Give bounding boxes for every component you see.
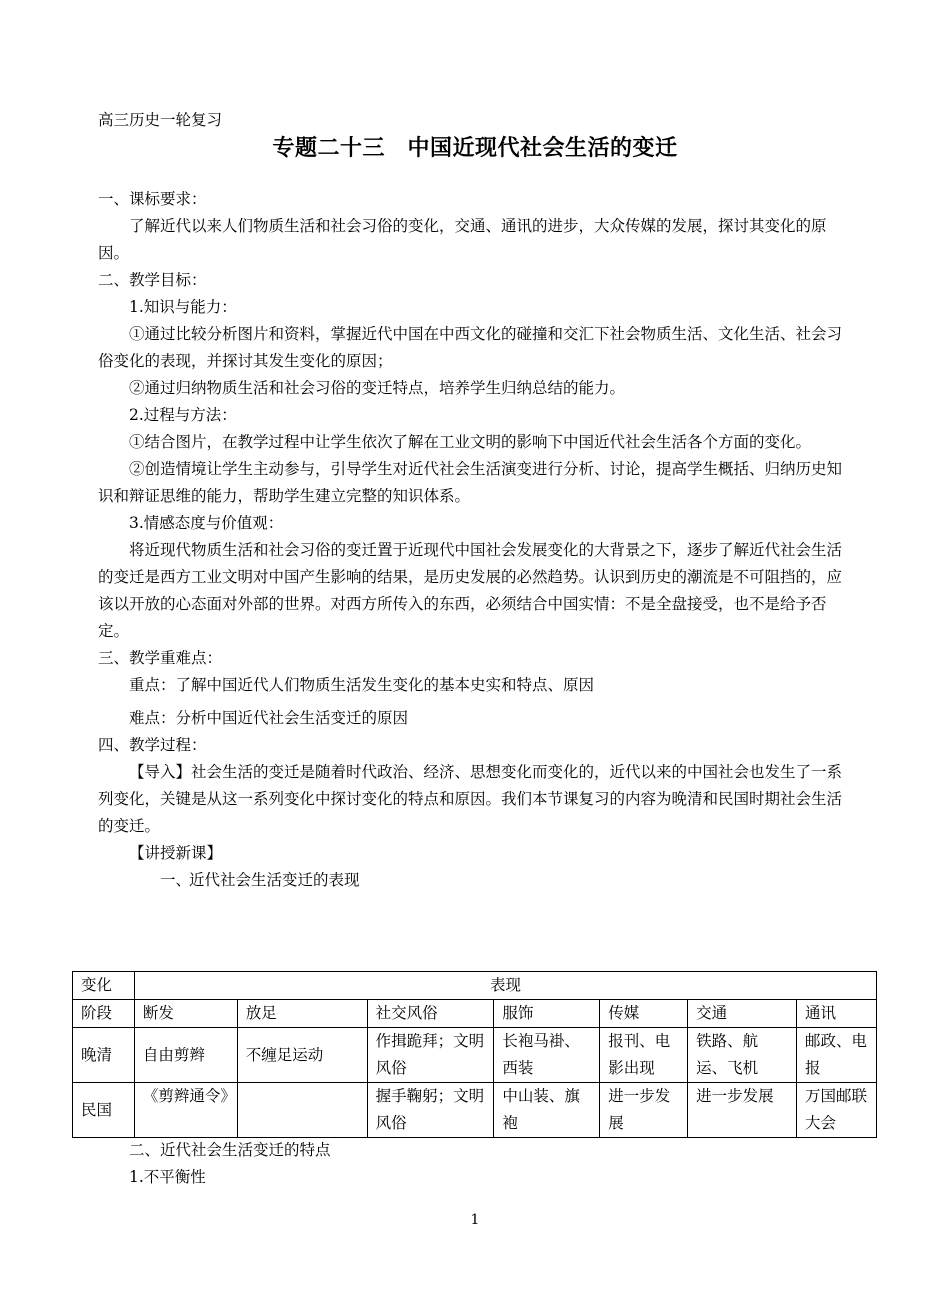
table-cell: 进一步发展 xyxy=(600,1083,688,1138)
table-header-show: 表现 xyxy=(134,972,876,1000)
document-body-continued xyxy=(98,1137,854,1191)
table-cell: 自由剪辫 xyxy=(134,1028,237,1083)
table-cell: 长袍马褂、西装 xyxy=(494,1028,600,1083)
table-cell: 握手鞠躬；文明风俗 xyxy=(367,1083,494,1138)
part-heading: 二、近代社会生活变迁的特点 xyxy=(129,1141,331,1159)
table-cell: 不缠足运动 xyxy=(237,1028,367,1083)
column-header: 通讯 xyxy=(797,1000,877,1028)
paragraph: ①结合图片，在教学过程中让学生依次了解在工业文明的影响下中国近代社会生活各个方面的变化。 xyxy=(129,433,812,451)
table-cell: 万国邮联大会 xyxy=(797,1083,877,1138)
paragraph: 【导入】社会生活的变迁是随着时代政治、经济、思想变化而变化的，近代以来的中国社会也发生了一系列变化，关键是从这一系列变化中探讨变化的特点和原因。我们本节课复习的内容为晚清和民国时期社会生活的变迁。 xyxy=(98,763,843,835)
column-header: 社交风俗 xyxy=(367,1000,494,1028)
document-body xyxy=(98,186,854,894)
section-heading-3: 三、教学重难点： xyxy=(98,649,223,667)
section-heading-4: 四、教学过程： xyxy=(98,736,207,754)
part-number: 一、 xyxy=(160,871,192,889)
table-row xyxy=(73,1083,877,1138)
row-stage: 晚清 xyxy=(73,1028,135,1083)
part-heading xyxy=(98,867,854,894)
changes-table xyxy=(72,971,877,1138)
course-subtitle: 高三历史一轮复习 xyxy=(98,111,223,129)
subheading: 3.情感态度与价值观： xyxy=(129,514,284,532)
column-header: 服饰 xyxy=(494,1000,600,1028)
table-cell: 中山装、旗袍 xyxy=(494,1083,600,1138)
paragraph: 将近现代物质生活和社会习俗的变迁置于近现代中国社会发展变化的大背景之下，逐步了解近代社会生活的变迁是西方工业文明对中国产生影响的结果，是历史发展的必然趋势。认识到历史的潮流是不可阻挡的，应该以开放的心态面对外部的世界。对西方所传入的东西，必须结合中国实情：不是全盘接受，也不是给予否定。 xyxy=(98,541,843,640)
table-cell: 作揖跪拜；文明风俗 xyxy=(367,1028,494,1083)
section-heading-1: 一、课标要求： xyxy=(98,190,207,208)
column-header: 传媒 xyxy=(600,1000,688,1028)
table-cell: 邮政、电报 xyxy=(797,1028,877,1083)
difficult-point: 难点：分析中国近代社会生活变迁的原因 xyxy=(129,709,409,727)
paragraph: ①通过比较分析图片和资料，掌握近代中国在中西文化的碰撞和交汇下社会物质生活、文化生活、社会习俗变化的表现，并探讨其发生变化的原因； xyxy=(98,325,843,370)
table-header-change: 变化 xyxy=(73,972,135,1000)
column-header: 断发 xyxy=(134,1000,237,1028)
column-header: 交通 xyxy=(688,1000,797,1028)
column-header: 放足 xyxy=(237,1000,367,1028)
subheading: 1.不平衡性 xyxy=(129,1168,206,1186)
subheading: 2.过程与方法： xyxy=(129,406,237,424)
part-title: 近代社会生活变迁的表现 xyxy=(189,871,360,889)
page-number: 1 xyxy=(470,1212,480,1228)
paragraph: ②创造情境让学生主动参与，引导学生对近代社会生活演变进行分析、讨论，提高学生概括、归纳历史知识和辩证思维的能力，帮助学生建立完整的知识体系。 xyxy=(98,460,843,505)
page-title: 专题二十三 中国近现代社会生活的变迁 xyxy=(272,136,678,161)
table-cell: 报刊、电影出现 xyxy=(600,1028,688,1083)
table-cell xyxy=(237,1083,367,1138)
table-header-stage: 阶段 xyxy=(73,1000,135,1028)
table-cell: 进一步发展 xyxy=(688,1083,797,1138)
row-stage: 民国 xyxy=(73,1083,135,1138)
key-point: 重点：了解中国近代人们物质生活发生变化的基本史实和特点、原因 xyxy=(129,676,595,694)
section-heading-2: 二、教学目标： xyxy=(98,271,207,289)
table-cell: 铁路、航运、飞机 xyxy=(688,1028,797,1083)
table-cell: 《剪辫通令》 xyxy=(134,1083,237,1138)
subheading: 【讲授新课】 xyxy=(129,844,223,862)
paragraph: 了解近代以来人们物质生活和社会习俗的变化，交通、通讯的进步，大众传媒的发展，探讨其变化的原因。 xyxy=(98,217,827,262)
paragraph: ②通过归纳物质生活和社会习俗的变迁特点，培养学生归纳总结的能力。 xyxy=(129,379,626,397)
subheading: 1.知识与能力： xyxy=(129,298,237,316)
table-row xyxy=(73,1028,877,1083)
